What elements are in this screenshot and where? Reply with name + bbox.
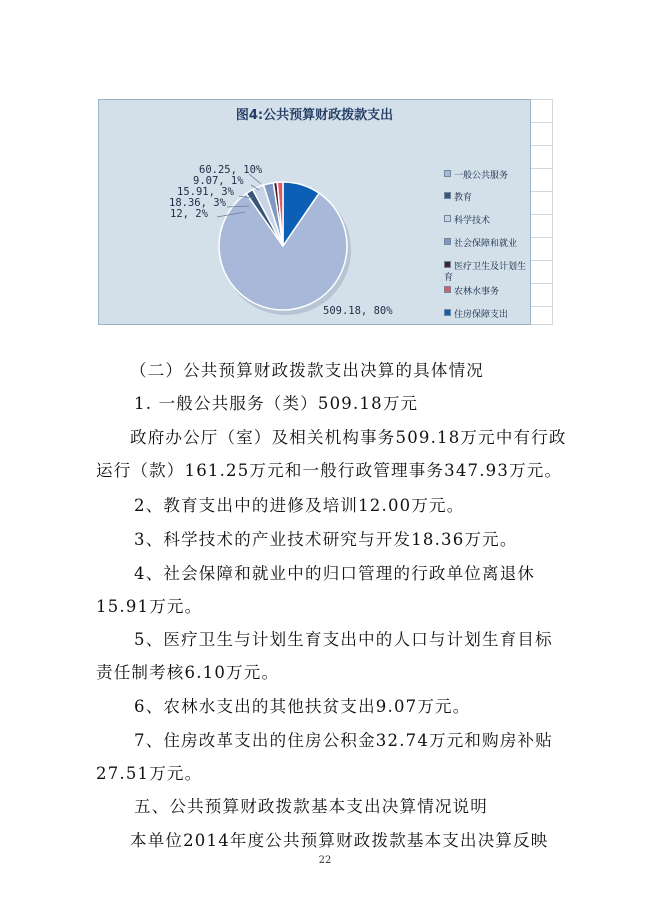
- grid-line: [531, 122, 552, 123]
- legend-label: 科学技术: [454, 216, 491, 226]
- grid-line: [531, 283, 552, 284]
- legend-item-general-public-service: [444, 170, 531, 182]
- grid-line: [531, 260, 552, 261]
- grid-line: [531, 237, 552, 238]
- legend-label: 一般公共服务: [454, 171, 509, 181]
- legend-item-science: [444, 215, 531, 227]
- legend-swatch: [444, 309, 451, 316]
- legend-label: 教育: [454, 193, 473, 203]
- paragraph-line: 责任制考核6.10万元。: [96, 663, 280, 682]
- paragraph-item-4: 4、社会保障和就业中的归口管理的行政单位离退休: [134, 564, 536, 583]
- paragraph-line: 本单位2014年度公共预算财政拨款基本支出决算反映: [130, 831, 549, 850]
- chart-title: 图4:公共预算财政拨款支出: [235, 108, 394, 123]
- legend-swatch: [444, 192, 451, 199]
- paragraph-line: 政府办公厅（室）及相关机构事务509.18万元中有行政: [130, 428, 567, 447]
- legend-item-education: [444, 192, 531, 204]
- legend-item-agriculture: [444, 286, 531, 298]
- legend-label: 医疗卫生及计划生育: [444, 262, 527, 283]
- grid-line: [531, 168, 552, 169]
- slice-label-housing: 60.25, 10%: [199, 164, 263, 176]
- paragraph-item-7: 7、住房改革支出的住房公积金32.74万元和购房补贴: [134, 731, 553, 750]
- paragraph-item-3: 3、科学技术的产业技术研究与开发18.36万元。: [134, 530, 518, 549]
- paragraph-line: 27.51万元。: [96, 764, 203, 783]
- paragraph-item-5: 5、医疗卫生与计划生育支出中的人口与计划生育目标: [134, 630, 553, 649]
- grid-line: [531, 191, 552, 192]
- slice-label-science: 18.36, 3%: [169, 197, 226, 209]
- legend-label: 住房保障支出: [454, 310, 509, 320]
- slice-label-education: 12, 2%: [170, 208, 208, 220]
- section-heading-5: 五、公共预算财政拨款基本支出决算情况说明: [134, 797, 488, 816]
- legend-swatch: [444, 238, 451, 245]
- slice-label-general-public-service: 509.18, 80%: [323, 305, 393, 317]
- legend-item-medical: [444, 261, 531, 284]
- legend-item-housing: [444, 309, 531, 321]
- paragraph-line: 15.91万元。: [96, 597, 203, 616]
- paragraph-item-2: 2、教育支出中的进修及培训12.00万元。: [134, 496, 465, 515]
- legend-item-social-security: [444, 238, 531, 250]
- spreadsheet-grid-edge: [531, 99, 553, 325]
- pie-chart: [98, 99, 531, 325]
- grid-line: [531, 306, 552, 307]
- paragraph-item-6: 6、农林水支出的其他扶贫支出9.07万元。: [134, 697, 471, 716]
- legend-swatch: [444, 261, 451, 268]
- legend-label: 社会保障和就业: [454, 239, 518, 249]
- slice-label-social-security: 15.91, 3%: [177, 186, 234, 198]
- legend-swatch: [444, 215, 451, 222]
- legend-swatch: [444, 170, 451, 177]
- section-heading-2: （二）公共预算财政拨款支出决算的具体情况: [130, 361, 484, 380]
- paragraph-line: 运行（款）161.25万元和一般行政管理事务347.93万元。: [96, 461, 563, 480]
- legend-label: 农林水事务: [454, 287, 500, 297]
- paragraph-item-1: 1. 一般公共服务（类）509.18万元: [134, 394, 419, 413]
- legend-swatch: [444, 286, 451, 293]
- grid-line: [531, 145, 552, 146]
- slice-label-agriculture: 9.07, 1%: [193, 175, 244, 187]
- page-number: 22: [318, 855, 332, 866]
- grid-line: [531, 214, 552, 215]
